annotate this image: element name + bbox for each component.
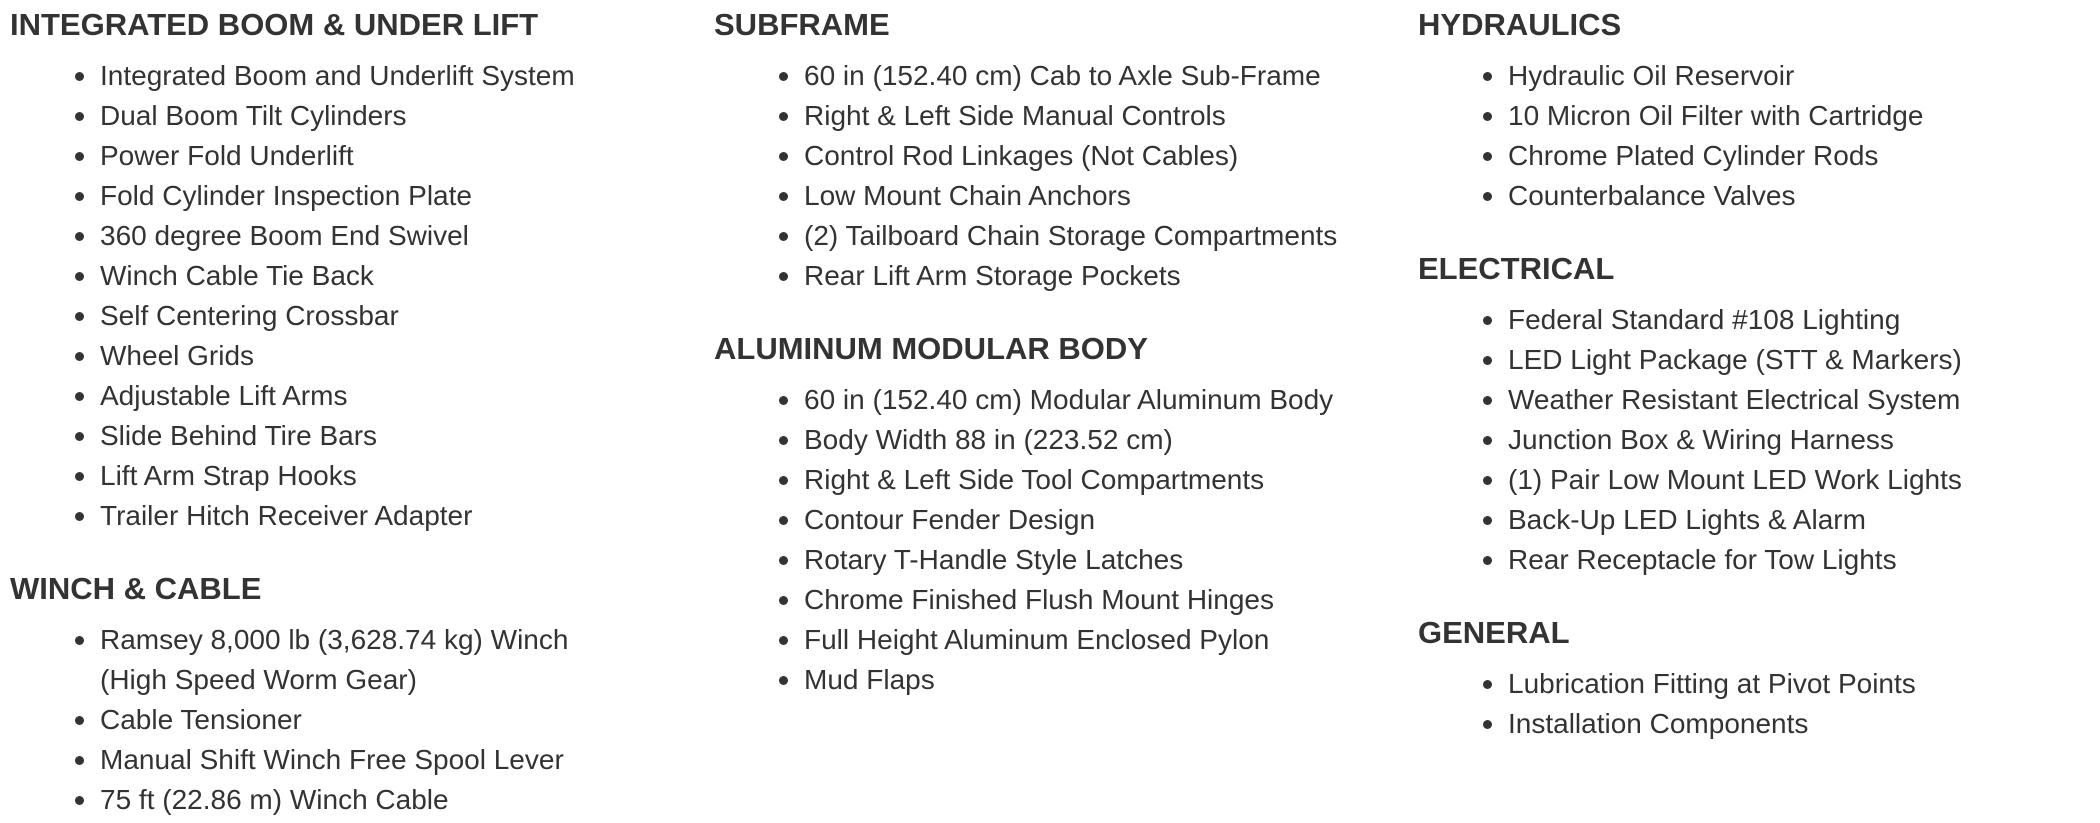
bullet-icon xyxy=(75,312,84,321)
list-item-text: (2) Tailboard Chain Storage Compartments xyxy=(804,220,1338,251)
bullet-icon xyxy=(75,392,84,401)
list-item xyxy=(804,540,1404,580)
list-item-text: Slide Behind Tire Bars xyxy=(100,420,378,451)
bullet-icon xyxy=(779,476,788,485)
spec-list xyxy=(714,380,1404,700)
bullet-icon xyxy=(779,676,788,685)
bullet-icon xyxy=(75,472,84,481)
section-electrical xyxy=(1418,250,2098,580)
bullet-icon xyxy=(779,396,788,405)
list-item-text: Rear Lift Arm Storage Pockets xyxy=(804,260,1181,291)
bullet-icon xyxy=(1483,316,1492,325)
bullet-icon xyxy=(1483,720,1492,729)
list-item xyxy=(100,620,700,700)
section-title: ALUMINUM MODULAR BODY xyxy=(714,331,1148,366)
list-item xyxy=(100,336,700,376)
bullet-icon xyxy=(75,756,84,765)
bullet-icon xyxy=(779,112,788,121)
bullet-icon xyxy=(779,272,788,281)
bullet-icon xyxy=(779,436,788,445)
list-item-text: Junction Box & Wiring Harness xyxy=(1508,424,1894,455)
spec-list xyxy=(1418,56,2098,216)
section-title: INTEGRATED BOOM & UNDER LIFT xyxy=(10,7,539,42)
bullet-icon xyxy=(75,112,84,121)
list-item-text: Manual Shift Winch Free Spool Lever xyxy=(100,744,564,775)
bullet-icon xyxy=(1483,112,1492,121)
bullet-icon xyxy=(779,516,788,525)
list-item-text: 75 ft (22.86 m) Winch Cable xyxy=(100,784,449,815)
bullet-icon xyxy=(779,152,788,161)
list-item xyxy=(100,96,700,136)
bullet-icon xyxy=(1483,192,1492,201)
section-winch-cable xyxy=(10,570,700,820)
list-item xyxy=(100,740,700,780)
list-item xyxy=(100,700,700,740)
section-subframe xyxy=(714,6,1404,296)
list-item xyxy=(804,500,1404,540)
section-general xyxy=(1418,614,2098,744)
list-item xyxy=(1508,56,2098,96)
list-item xyxy=(100,256,700,296)
spec-column-2 xyxy=(714,0,1404,700)
list-item xyxy=(1508,664,2098,704)
list-item xyxy=(100,496,700,536)
spec-list xyxy=(714,56,1404,296)
list-item-text: Adjustable Lift Arms xyxy=(100,380,348,411)
list-item xyxy=(1508,540,2098,580)
list-item xyxy=(1508,136,2098,176)
spec-column-1 xyxy=(10,0,700,820)
bullet-icon xyxy=(75,192,84,201)
list-item xyxy=(804,620,1404,660)
bullet-icon xyxy=(75,272,84,281)
list-item-text: LED Light Package (STT & Markers) xyxy=(1508,344,1962,375)
list-item xyxy=(1508,300,2098,340)
spec-list xyxy=(10,56,700,536)
list-item-text: Lift Arm Strap Hooks xyxy=(100,460,357,491)
list-item-text: (1) Pair Low Mount LED Work Lights xyxy=(1508,464,1962,495)
list-item-text: 10 Micron Oil Filter with Cartridge xyxy=(1508,100,1924,131)
bullet-icon xyxy=(75,352,84,361)
list-item-text: Low Mount Chain Anchors xyxy=(804,180,1131,211)
bullet-icon xyxy=(779,556,788,565)
bullet-icon xyxy=(1483,436,1492,445)
bullet-icon xyxy=(75,72,84,81)
list-item-text: Cable Tensioner xyxy=(100,704,302,735)
list-item xyxy=(100,416,700,456)
list-item xyxy=(1508,380,2098,420)
bullet-icon xyxy=(75,716,84,725)
bullet-icon xyxy=(1483,356,1492,365)
bullet-icon xyxy=(1483,516,1492,525)
list-item-text: Rotary T-Handle Style Latches xyxy=(804,544,1184,575)
list-item-text: Power Fold Underlift xyxy=(100,140,354,171)
list-item xyxy=(804,380,1404,420)
list-item xyxy=(1508,420,2098,460)
bullet-icon xyxy=(779,72,788,81)
bullet-icon xyxy=(1483,72,1492,81)
list-item xyxy=(804,256,1404,296)
list-item xyxy=(804,56,1404,96)
spec-list xyxy=(1418,300,2098,580)
list-item-text: 360 degree Boom End Swivel xyxy=(100,220,469,251)
list-item-text: Hydraulic Oil Reservoir xyxy=(1508,60,1795,91)
bullet-icon xyxy=(75,232,84,241)
list-item xyxy=(100,216,700,256)
list-item xyxy=(804,136,1404,176)
list-item-text: Dual Boom Tilt Cylinders xyxy=(100,100,407,131)
list-item xyxy=(1508,704,2098,744)
list-item-text: Mud Flaps xyxy=(804,664,935,695)
bullet-icon xyxy=(75,432,84,441)
list-item-text: Right & Left Side Manual Controls xyxy=(804,100,1226,131)
bullet-icon xyxy=(779,596,788,605)
list-item xyxy=(100,780,700,820)
list-item-text: Body Width 88 in (223.52 cm) xyxy=(804,424,1173,455)
list-item-text: 60 in (152.40 cm) Modular Aluminum Body xyxy=(804,384,1334,415)
list-item xyxy=(804,216,1404,256)
list-item-text: Rear Receptacle for Tow Lights xyxy=(1508,544,1897,575)
list-item-text: Control Rod Linkages (Not Cables) xyxy=(804,140,1239,171)
section-integrated-boom-under-lift xyxy=(10,6,700,536)
section-title: SUBFRAME xyxy=(714,7,890,42)
list-item-text: 60 in (152.40 cm) Cab to Axle Sub-Frame xyxy=(804,60,1321,91)
bullet-icon xyxy=(779,232,788,241)
list-item-text: Full Height Aluminum Enclosed Pylon xyxy=(804,624,1270,655)
list-item-text: Weather Resistant Electrical System xyxy=(1508,384,1961,415)
list-item-text: Counterbalance Valves xyxy=(1508,180,1796,211)
list-item xyxy=(1508,500,2098,540)
list-item xyxy=(804,176,1404,216)
list-item xyxy=(100,456,700,496)
bullet-icon xyxy=(75,796,84,805)
list-item-text: Integrated Boom and Underlift System xyxy=(100,60,575,91)
section-aluminum-modular-body xyxy=(714,330,1404,700)
list-item-text: Fold Cylinder Inspection Plate xyxy=(100,180,472,211)
list-item-text: Contour Fender Design xyxy=(804,504,1096,535)
bullet-icon xyxy=(75,636,84,645)
bullet-icon xyxy=(75,152,84,161)
section-hydraulics xyxy=(1418,6,2098,216)
list-item-text: Federal Standard #108 Lighting xyxy=(1508,304,1901,335)
list-item xyxy=(1508,460,2098,500)
list-item-text: Winch Cable Tie Back xyxy=(100,260,374,291)
section-title: ELECTRICAL xyxy=(1418,251,1615,286)
spec-list xyxy=(10,620,700,820)
list-item-text: Trailer Hitch Receiver Adapter xyxy=(100,500,473,531)
list-item-text: Ramsey 8,000 lb (3,628.74 kg) Winch (High Speed Worm Gear) xyxy=(100,624,569,695)
bullet-icon xyxy=(1483,396,1492,405)
bullet-icon xyxy=(1483,556,1492,565)
bullet-icon xyxy=(1483,152,1492,161)
list-item xyxy=(804,96,1404,136)
bullet-icon xyxy=(779,636,788,645)
list-item-text: Back-Up LED Lights & Alarm xyxy=(1508,504,1866,535)
list-item xyxy=(804,580,1404,620)
list-item xyxy=(1508,340,2098,380)
list-item-text: Lubrication Fitting at Pivot Points xyxy=(1508,668,1916,699)
list-item xyxy=(804,420,1404,460)
list-item xyxy=(100,376,700,416)
list-item xyxy=(1508,96,2098,136)
list-item xyxy=(804,660,1404,700)
list-item xyxy=(1508,176,2098,216)
spec-list xyxy=(1418,664,2098,744)
bullet-icon xyxy=(1483,680,1492,689)
section-title: GENERAL xyxy=(1418,615,1570,650)
bullet-icon xyxy=(779,192,788,201)
list-item xyxy=(100,176,700,216)
list-item-text: Wheel Grids xyxy=(100,340,255,371)
list-item-text: Chrome Finished Flush Mount Hinges xyxy=(804,584,1274,615)
list-item-text: Right & Left Side Tool Compartments xyxy=(804,464,1265,495)
list-item xyxy=(100,136,700,176)
list-item xyxy=(804,460,1404,500)
spec-column-3 xyxy=(1418,0,2098,744)
list-item xyxy=(100,56,700,96)
bullet-icon xyxy=(1483,476,1492,485)
list-item-text: Chrome Plated Cylinder Rods xyxy=(1508,140,1879,171)
section-title: WINCH & CABLE xyxy=(10,571,262,606)
section-title: HYDRAULICS xyxy=(1418,7,1622,42)
list-item-text: Self Centering Crossbar xyxy=(100,300,399,331)
list-item xyxy=(100,296,700,336)
bullet-icon xyxy=(75,512,84,521)
list-item-text: Installation Components xyxy=(1508,708,1809,739)
